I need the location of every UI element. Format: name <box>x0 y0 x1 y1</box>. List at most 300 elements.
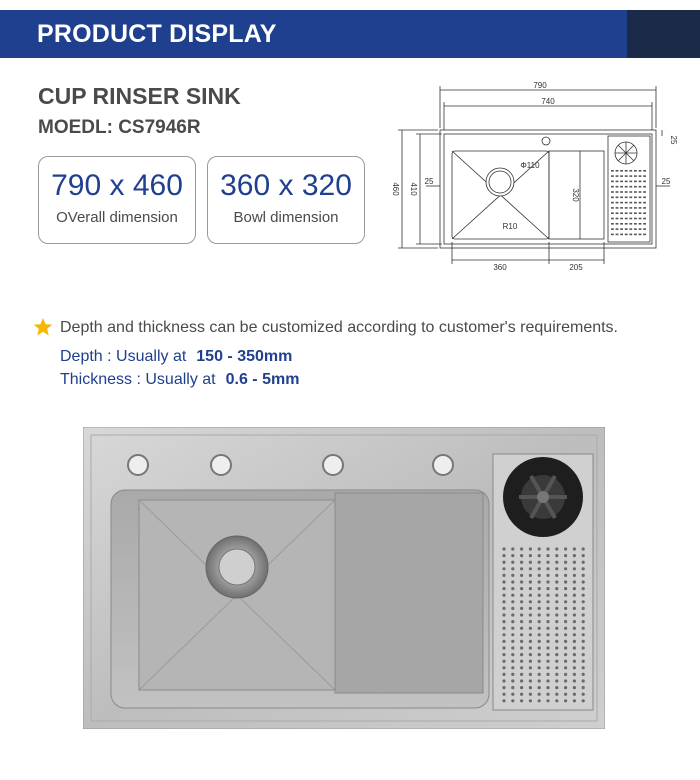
perforation-dot <box>629 234 632 236</box>
photo-perforation-dot <box>582 646 585 649</box>
photo-perforation-dot <box>582 666 585 669</box>
photo-perforation-dot <box>555 574 558 577</box>
photo-perforation-dot <box>511 699 514 702</box>
photo-perforation-dot <box>520 561 523 564</box>
photo-perforation-dot <box>546 673 549 676</box>
photo-perforation-dot <box>573 660 576 663</box>
photo-perforation-dot <box>573 567 576 570</box>
perforation-dot <box>643 191 646 193</box>
bowl-dimension-value: 360 x 320 <box>220 169 352 202</box>
photo-perforation-dot <box>511 640 514 643</box>
perforation-dot <box>629 212 632 214</box>
thickness-spec <box>60 371 299 389</box>
photo-perforation-dot <box>529 686 532 689</box>
photo-perforation-dot <box>529 574 532 577</box>
customization-note: Depth and thickness can be customized according to customer's requirements. <box>60 319 618 336</box>
photo-perforation-dot <box>564 653 567 656</box>
photo-perforation-dot <box>502 686 505 689</box>
photo-perforation-dot <box>546 679 549 682</box>
product-name: CUP RINSER SINK <box>38 83 241 109</box>
perforation-dot <box>620 234 623 236</box>
perforation-dot <box>616 175 619 177</box>
perforation-dot <box>639 197 642 199</box>
photo-perforation-dot <box>511 547 514 550</box>
photo-perforation-dot <box>555 633 558 636</box>
photo-perforation-dot <box>538 580 541 583</box>
photo-perforation-dot <box>529 547 532 550</box>
photo-perforation-dot <box>573 561 576 564</box>
perforation-dot <box>639 202 642 204</box>
photo-perforation-dot <box>538 567 541 570</box>
perforation-dot <box>639 212 642 214</box>
photo-perforation-dot <box>529 699 532 702</box>
perforation-dot <box>643 175 646 177</box>
dim-740: 740 <box>541 97 555 106</box>
photo-perforation-dot <box>529 646 532 649</box>
photo-perforation-dot <box>502 600 505 603</box>
perforation-dot <box>634 181 637 183</box>
photo-perforation-dot <box>538 686 541 689</box>
photo-perforation-dot <box>502 673 505 676</box>
photo-perforation-dot <box>582 594 585 597</box>
photo-perforation-dot <box>564 600 567 603</box>
photo-perforation-dot <box>564 567 567 570</box>
photo-perforation-dot <box>573 554 576 557</box>
perforation-dot <box>634 197 637 199</box>
photo-perforation-dot <box>555 666 558 669</box>
perforation-dot <box>611 218 614 220</box>
perforation-dot <box>634 212 637 214</box>
photo-perforation-dot <box>538 547 541 550</box>
photo-perforation-dot <box>555 679 558 682</box>
photo-perforation-dot <box>520 587 523 590</box>
photo-perforation-dot <box>511 607 514 610</box>
photo-perforation-dot <box>546 554 549 557</box>
photo-perforation-dot <box>546 620 549 623</box>
bowl-dimension-box <box>207 156 365 244</box>
dim-right-25: 25 <box>661 177 671 186</box>
perforation-dot <box>634 186 637 188</box>
photo-perforation-dot <box>555 646 558 649</box>
perforation-dot <box>639 191 642 193</box>
photo-perforation-dot <box>520 633 523 636</box>
photo-perforation-dot <box>529 594 532 597</box>
photo-perforation-dot <box>582 627 585 630</box>
photo-perforation-dot <box>502 646 505 649</box>
perforation-dot <box>625 218 628 220</box>
photo-perforation-dot <box>573 640 576 643</box>
photo-perforation-dot <box>520 620 523 623</box>
perforation-dot <box>620 202 623 204</box>
photo-perforation-dot <box>564 686 567 689</box>
perforation-dot <box>611 191 614 193</box>
photo-perforation-dot <box>555 686 558 689</box>
photo-perforation-dot <box>573 613 576 616</box>
photo-perforation-dot <box>555 580 558 583</box>
photo-perforation-dot <box>573 607 576 610</box>
photo-perforation-dot <box>511 574 514 577</box>
photo-perforation-dot <box>546 686 549 689</box>
perforation-dot <box>629 170 632 172</box>
photo-perforation-dot <box>520 660 523 663</box>
photo-perforation-dot <box>529 653 532 656</box>
star-icon <box>33 317 53 337</box>
photo-perforation-dot <box>555 660 558 663</box>
perforation-dot <box>634 218 637 220</box>
photo-perforation-dot <box>529 567 532 570</box>
perforation-dot <box>620 170 623 172</box>
photo-perforation-dot <box>564 666 567 669</box>
photo-perforation-dot <box>538 653 541 656</box>
dim-radius: R10 <box>502 222 518 231</box>
dim-790: 790 <box>533 81 547 90</box>
photo-perforation-dot <box>564 561 567 564</box>
photo-perforation-dot <box>555 561 558 564</box>
photo-perforation-dot <box>564 547 567 550</box>
photo-perforation-dot <box>520 693 523 696</box>
photo-perforation-dot <box>529 673 532 676</box>
perforation-dot <box>616 197 619 199</box>
photo-perforation-dot <box>573 673 576 676</box>
perforation-dot <box>611 175 614 177</box>
photo-perforation-dot <box>502 640 505 643</box>
photo-perforation-dot <box>582 567 585 570</box>
photo-perforation-dot <box>511 646 514 649</box>
product-model: MOEDL: CS7946R <box>38 117 201 138</box>
perforation-dot <box>639 223 642 225</box>
photo-perforation-dot <box>573 686 576 689</box>
perforation-dot <box>639 234 642 236</box>
perforation-dot <box>634 234 637 236</box>
thickness-value: 0.6 - 5mm <box>225 371 300 388</box>
photo-perforation-dot <box>529 666 532 669</box>
photo-perforation-dot <box>546 547 549 550</box>
perforation-dot <box>625 181 628 183</box>
photo-perforation-dot <box>511 686 514 689</box>
photo-perforation-dot <box>520 666 523 669</box>
photo-perforation-dot <box>582 607 585 610</box>
photo-perforation-dot <box>502 587 505 590</box>
photo-perforation-dot <box>538 646 541 649</box>
photo-perforation-dot <box>520 679 523 682</box>
photo-perforation-dot <box>582 686 585 689</box>
photo-perforation-dot <box>511 567 514 570</box>
photo-perforation-dot <box>538 561 541 564</box>
photo-perforation-dot <box>511 580 514 583</box>
perforation-dot <box>616 207 619 209</box>
photo-perforation-dot <box>573 693 576 696</box>
perforation-dot <box>625 197 628 199</box>
photo-perforation-dot <box>555 594 558 597</box>
photo-perforation-dot <box>555 627 558 630</box>
photo-perforation-dot <box>546 574 549 577</box>
perforation-dot <box>611 234 614 236</box>
photo-perforation-dot <box>538 666 541 669</box>
photo-perforation-dot <box>520 686 523 689</box>
photo-perforation-dot <box>538 693 541 696</box>
perforation-dot <box>643 186 646 188</box>
photo-perforation-dot <box>555 699 558 702</box>
perforation-dot <box>639 170 642 172</box>
photo-perforation-dot <box>520 673 523 676</box>
technical-drawing <box>380 78 690 278</box>
photo-perforation-dot <box>502 633 505 636</box>
perforation-dot <box>634 228 637 230</box>
photo-perforation-dot <box>573 653 576 656</box>
photo-perforation-dot <box>529 693 532 696</box>
photo-perforation-dot <box>529 620 532 623</box>
photo-perforation-dot <box>582 640 585 643</box>
photo-perforation-dot <box>555 554 558 557</box>
photo-perforation-dot <box>555 640 558 643</box>
perforation-dot <box>611 170 614 172</box>
photo-perforation-dot <box>538 574 541 577</box>
photo-perforation-dot <box>520 627 523 630</box>
perforation-dot <box>639 228 642 230</box>
perforation-dot <box>643 207 646 209</box>
dim-460: 460 <box>391 182 400 196</box>
dim-410: 410 <box>409 182 418 196</box>
perforation-dot <box>634 202 637 204</box>
photo-perforation-dot <box>564 627 567 630</box>
photo-perforation-dot <box>538 554 541 557</box>
photo-perforation-dot <box>546 607 549 610</box>
perforation-dot <box>625 175 628 177</box>
dim-360: 360 <box>493 263 507 272</box>
photo-perforation-dot <box>573 620 576 623</box>
header-bar <box>0 10 700 58</box>
photo-perforation-dot <box>538 594 541 597</box>
photo-perforation-dot <box>564 646 567 649</box>
photo-perforation-dot <box>555 567 558 570</box>
photo-perforation-dot <box>582 673 585 676</box>
photo-perforation-dot <box>564 699 567 702</box>
photo-perforation-dot <box>564 594 567 597</box>
photo-perforation-dot <box>546 587 549 590</box>
photo-perforation-dot <box>520 613 523 616</box>
photo-perforation-dot <box>538 627 541 630</box>
perforation-dot <box>620 223 623 225</box>
photo-perforation-dot <box>529 633 532 636</box>
photo-perforation-dot <box>582 574 585 577</box>
perforation-dot <box>620 228 623 230</box>
photo-perforation-dot <box>538 600 541 603</box>
photo-perforation-dot <box>564 660 567 663</box>
photo-perforation-dot <box>555 587 558 590</box>
photo-perforation-dot <box>529 627 532 630</box>
photo-perforation-dot <box>520 600 523 603</box>
perforation-dot <box>643 212 646 214</box>
photo-perforation-dot <box>573 699 576 702</box>
depth-label: Depth : Usually at <box>60 348 187 365</box>
photo-perforation-dot <box>520 653 523 656</box>
perforation-dot <box>629 218 632 220</box>
perforation-dot <box>616 228 619 230</box>
photo-perforation-dot <box>511 587 514 590</box>
photo-perforation-dot <box>573 574 576 577</box>
header-accent-block <box>627 10 700 58</box>
perforation-dot <box>620 218 623 220</box>
photo-perforation-dot <box>582 633 585 636</box>
perforation-dot <box>634 170 637 172</box>
overall-dimension-value: 790 x 460 <box>51 169 183 202</box>
photo-perforation-dot <box>511 673 514 676</box>
photo-perforation-dot <box>573 587 576 590</box>
photo-perforation-dot <box>546 567 549 570</box>
overall-dimension-box <box>38 156 196 244</box>
photo-perforation-dot <box>546 699 549 702</box>
photo-perforation-dot <box>564 633 567 636</box>
photo-perforation-dot <box>529 660 532 663</box>
perforation-dot <box>620 181 623 183</box>
dim-drain: Φ110 <box>520 161 540 170</box>
perforation-dot <box>611 186 614 188</box>
photo-perforation-dot <box>520 547 523 550</box>
photo-perforation-dot <box>546 580 549 583</box>
perforation-dot <box>625 170 628 172</box>
perforation-dot <box>639 218 642 220</box>
perforation-dot <box>643 197 646 199</box>
photo-perforation-dot <box>538 620 541 623</box>
photo-perforation-dot <box>546 653 549 656</box>
photo-perforation-dot <box>573 600 576 603</box>
perforation-dot <box>611 212 614 214</box>
perforation-dot <box>616 223 619 225</box>
perforation-dot <box>639 181 642 183</box>
perforation-dot <box>616 181 619 183</box>
photo-perforation-dot <box>511 600 514 603</box>
perforation-dot <box>629 228 632 230</box>
perforation-dot <box>625 234 628 236</box>
photo-perforation-dot <box>520 594 523 597</box>
photo-perforation-dot <box>502 580 505 583</box>
photo-perforation-dot <box>511 594 514 597</box>
photo-perforation-dot <box>546 646 549 649</box>
photo-perforation-dot <box>564 580 567 583</box>
depth-value: 150 - 350mm <box>196 348 293 365</box>
photo-perforation-dot <box>555 693 558 696</box>
photo-perforation-dot <box>502 613 505 616</box>
photo-perforation-dot <box>582 613 585 616</box>
perforation-dot <box>611 207 614 209</box>
photo-perforation-dot <box>538 660 541 663</box>
photo-perforation-dot <box>555 600 558 603</box>
photo-perforation-dot <box>582 653 585 656</box>
perforation-dot <box>639 175 642 177</box>
perforation-dot <box>629 191 632 193</box>
photo-perforation-dot <box>564 607 567 610</box>
photo-perforation-dot <box>582 580 585 583</box>
photo-perforation-dot <box>529 587 532 590</box>
photo-perforation-dot <box>502 594 505 597</box>
photo-perforation-dot <box>520 580 523 583</box>
photo-perforation-dot <box>564 554 567 557</box>
photo-perforation-dot <box>564 693 567 696</box>
photo-perforation-dot <box>564 574 567 577</box>
photo-perforation-dot <box>529 613 532 616</box>
perforation-dot <box>625 186 628 188</box>
photo-perforation-dot <box>520 646 523 649</box>
perforation-dot <box>639 207 642 209</box>
photo-perforation-dot <box>529 679 532 682</box>
photo-perforation-dot <box>538 699 541 702</box>
photo-perforation-dot <box>520 699 523 702</box>
photo-perforation-dot <box>564 640 567 643</box>
photo-perforation-dot <box>502 554 505 557</box>
dim-320: 320 <box>571 188 580 202</box>
photo-perforation-dot <box>511 660 514 663</box>
perforation-dot <box>611 223 614 225</box>
perforation-dot <box>620 175 623 177</box>
photo-perforation-dot <box>511 554 514 557</box>
perforation-dot <box>616 218 619 220</box>
perforation-dot <box>616 212 619 214</box>
photo-perforation-dot <box>520 574 523 577</box>
photo-perforation-dot <box>582 660 585 663</box>
photo-perforation-dot <box>511 633 514 636</box>
perforation-dot <box>643 202 646 204</box>
photo-perforation-dot <box>555 547 558 550</box>
photo-perforation-dot <box>520 640 523 643</box>
photo-perforation-dot <box>529 580 532 583</box>
photo-perforation-dot <box>546 594 549 597</box>
photo-perforation-dot <box>555 653 558 656</box>
photo-perforation-dot <box>582 693 585 696</box>
photo-perforation-dot <box>564 679 567 682</box>
photo-perforation-dot <box>538 673 541 676</box>
perforation-dot <box>629 175 632 177</box>
photo-perforation-dot <box>546 613 549 616</box>
photo-perforation-dot <box>582 620 585 623</box>
photo-perforation-dot <box>502 699 505 702</box>
perforation-dot <box>620 207 623 209</box>
perforation-dot <box>634 175 637 177</box>
photo-perforation-dot <box>538 613 541 616</box>
perforation-dot <box>625 207 628 209</box>
perforation-dot <box>629 186 632 188</box>
photo-perforation-dot <box>546 693 549 696</box>
photo-perforation-dot <box>555 613 558 616</box>
perforation-dot <box>611 228 614 230</box>
photo-perforation-dot <box>546 600 549 603</box>
photo-perforation-dot <box>502 693 505 696</box>
perforation-dot <box>643 170 646 172</box>
photo-perforation-dot <box>573 679 576 682</box>
photo-perforation-dot <box>511 627 514 630</box>
perforation-dot <box>639 186 642 188</box>
perforation-dot <box>620 191 623 193</box>
photo-perforation-dot <box>546 640 549 643</box>
photo-perforation-dot <box>546 666 549 669</box>
photo-perforation-dot <box>502 627 505 630</box>
photo-perforation-dot <box>511 666 514 669</box>
bowl-dimension-label: Bowl dimension <box>233 209 339 226</box>
photo-perforation-dot <box>546 633 549 636</box>
photo-perforation-dot <box>582 554 585 557</box>
perforation-dot <box>629 207 632 209</box>
photo-perforation-dot <box>573 580 576 583</box>
photo-perforation-dot <box>564 620 567 623</box>
photo-perforation-dot <box>564 673 567 676</box>
perforation-dot <box>620 212 623 214</box>
perforation-dot <box>611 197 614 199</box>
rinser-panel <box>608 136 650 242</box>
photo-perforation-dot <box>546 660 549 663</box>
perforation-dot <box>643 234 646 236</box>
dim-top-25: 25 <box>669 135 678 145</box>
perforation-dot <box>629 223 632 225</box>
perforation-dot <box>625 223 628 225</box>
